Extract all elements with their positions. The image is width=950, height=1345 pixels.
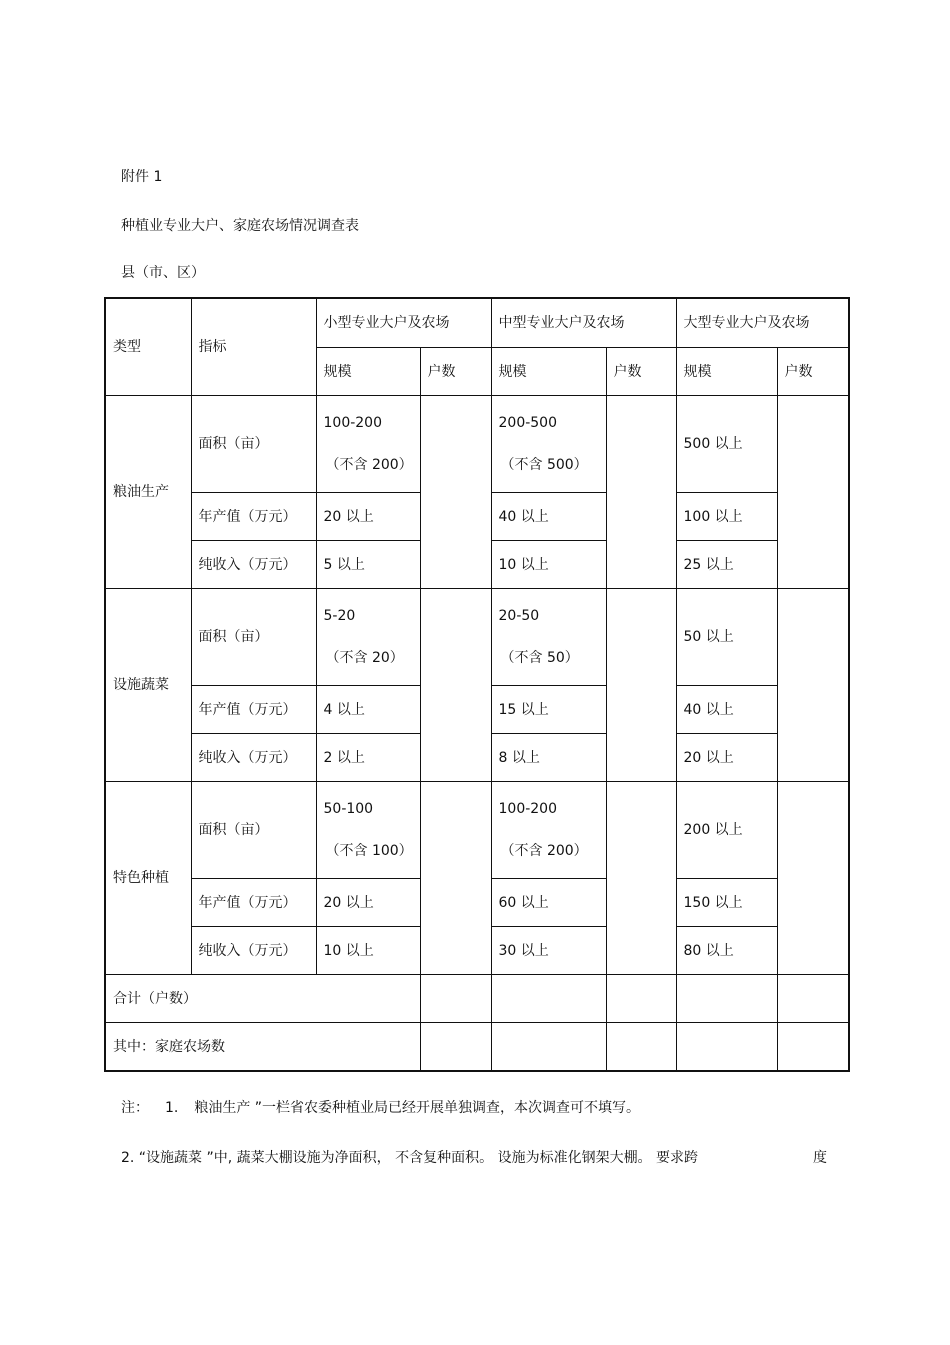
header-large-households: 户数 (777, 348, 849, 396)
family-farm-cell[interactable] (606, 1023, 676, 1072)
indicator-cell: 面积（亩） (191, 589, 316, 686)
note-prefix: 注： (121, 1100, 149, 1116)
large-scale-cell: 20 以上 (676, 734, 777, 782)
family-farm-cell[interactable] (676, 1023, 777, 1072)
indicator-cell: 纯收入（万元） (191, 927, 316, 975)
large-scale-cell: 80 以上 (676, 927, 777, 975)
table-row (105, 396, 849, 493)
medium-scale-cell: 200-500 （不含 500） (491, 396, 606, 493)
small-scale-cell: 2 以上 (316, 734, 420, 782)
medium-households-cell[interactable] (606, 589, 676, 782)
header-medium-scale: 规模 (491, 348, 606, 396)
large-scale-cell: 40 以上 (676, 686, 777, 734)
medium-scale-cell: 20-50 （不含 50） (491, 589, 606, 686)
header-indicator: 指标 (191, 298, 316, 396)
survey-table (104, 297, 850, 1072)
total-cell[interactable] (777, 975, 849, 1023)
section-type: 设施蔬菜 (105, 589, 191, 782)
family-farm-cell[interactable] (491, 1023, 606, 1072)
header-large-scale: 规模 (676, 348, 777, 396)
indicator-cell: 年产值（万元） (191, 493, 316, 541)
note-1-text: 粮油生产 ”一栏省农委种植业局已经开展单独调查，本次调查可不填写。 (194, 1100, 641, 1116)
large-households-cell[interactable] (777, 782, 849, 975)
note-2-text: 2. “设施蔬菜 ”中, 蔬菜大棚设施为净面积， 不含复种面积。 设施为标准化钢架大棚。 要求跨 (121, 1150, 699, 1166)
large-scale-cell: 25 以上 (676, 541, 777, 589)
indicator-cell: 纯收入（万元） (191, 734, 316, 782)
small-scale-cell: 5 以上 (316, 541, 420, 589)
indicator-cell: 年产值（万元） (191, 686, 316, 734)
note-2-tail: 度 (813, 1150, 827, 1166)
large-scale-cell: 150 以上 (676, 879, 777, 927)
small-scale-cell: 50-100 （不含 100） (316, 782, 420, 879)
header-medium-group: 中型专业大户及农场 (491, 298, 676, 348)
small-scale-cell: 20 以上 (316, 879, 420, 927)
small-households-cell[interactable] (420, 782, 491, 975)
medium-households-cell[interactable] (606, 396, 676, 589)
header-type: 类型 (105, 298, 191, 396)
medium-scale-cell: 30 以上 (491, 927, 606, 975)
medium-scale-cell: 10 以上 (491, 541, 606, 589)
small-scale-cell: 20 以上 (316, 493, 420, 541)
section-type: 粮油生产 (105, 396, 191, 589)
header-small-scale: 规模 (316, 348, 420, 396)
large-scale-cell: 200 以上 (676, 782, 777, 879)
large-scale-cell: 100 以上 (676, 493, 777, 541)
medium-scale-cell: 60 以上 (491, 879, 606, 927)
medium-households-cell[interactable] (606, 782, 676, 975)
total-row (105, 975, 849, 1023)
indicator-cell: 面积（亩） (191, 782, 316, 879)
family-farm-row (105, 1023, 849, 1072)
table-row (105, 589, 849, 686)
total-cell[interactable] (676, 975, 777, 1023)
medium-scale-cell: 100-200 （不含 200） (491, 782, 606, 879)
medium-scale-cell: 8 以上 (491, 734, 606, 782)
total-cell[interactable] (606, 975, 676, 1023)
header-row-groups (105, 298, 849, 348)
small-scale-cell: 4 以上 (316, 686, 420, 734)
header-small-group: 小型专业大户及农场 (316, 298, 491, 348)
large-scale-cell: 500 以上 (676, 396, 777, 493)
medium-scale-cell: 15 以上 (491, 686, 606, 734)
medium-scale-cell: 40 以上 (491, 493, 606, 541)
note-1-number: 1. (165, 1100, 179, 1116)
indicator-cell: 面积（亩） (191, 396, 316, 493)
large-scale-cell: 50 以上 (676, 589, 777, 686)
small-scale-cell: 5-20 （不含 20） (316, 589, 420, 686)
family-farm-cell[interactable] (420, 1023, 491, 1072)
total-cell[interactable] (420, 975, 491, 1023)
small-households-cell[interactable] (420, 589, 491, 782)
large-households-cell[interactable] (777, 589, 849, 782)
section-type: 特色种植 (105, 782, 191, 975)
family-farm-label: 其中：家庭农场数 (105, 1023, 420, 1072)
family-farm-cell[interactable] (777, 1023, 849, 1072)
large-households-cell[interactable] (777, 396, 849, 589)
table-row (105, 782, 849, 879)
small-scale-cell: 100-200 （不含 200） (316, 396, 420, 493)
small-households-cell[interactable] (420, 396, 491, 589)
county-label: 县（市、区） (121, 265, 205, 281)
indicator-cell: 纯收入（万元） (191, 541, 316, 589)
total-cell[interactable] (491, 975, 606, 1023)
header-large-group: 大型专业大户及农场 (676, 298, 849, 348)
header-medium-households: 户数 (606, 348, 676, 396)
attachment-label: 附件 1 (121, 169, 163, 185)
document-title: 种植业专业大户、家庭农场情况调查表 (121, 218, 359, 234)
small-scale-cell: 10 以上 (316, 927, 420, 975)
indicator-cell: 年产值（万元） (191, 879, 316, 927)
header-small-households: 户数 (420, 348, 491, 396)
note-2 (121, 1147, 833, 1167)
note-1 (121, 1097, 640, 1117)
total-label: 合计（户数） (105, 975, 420, 1023)
